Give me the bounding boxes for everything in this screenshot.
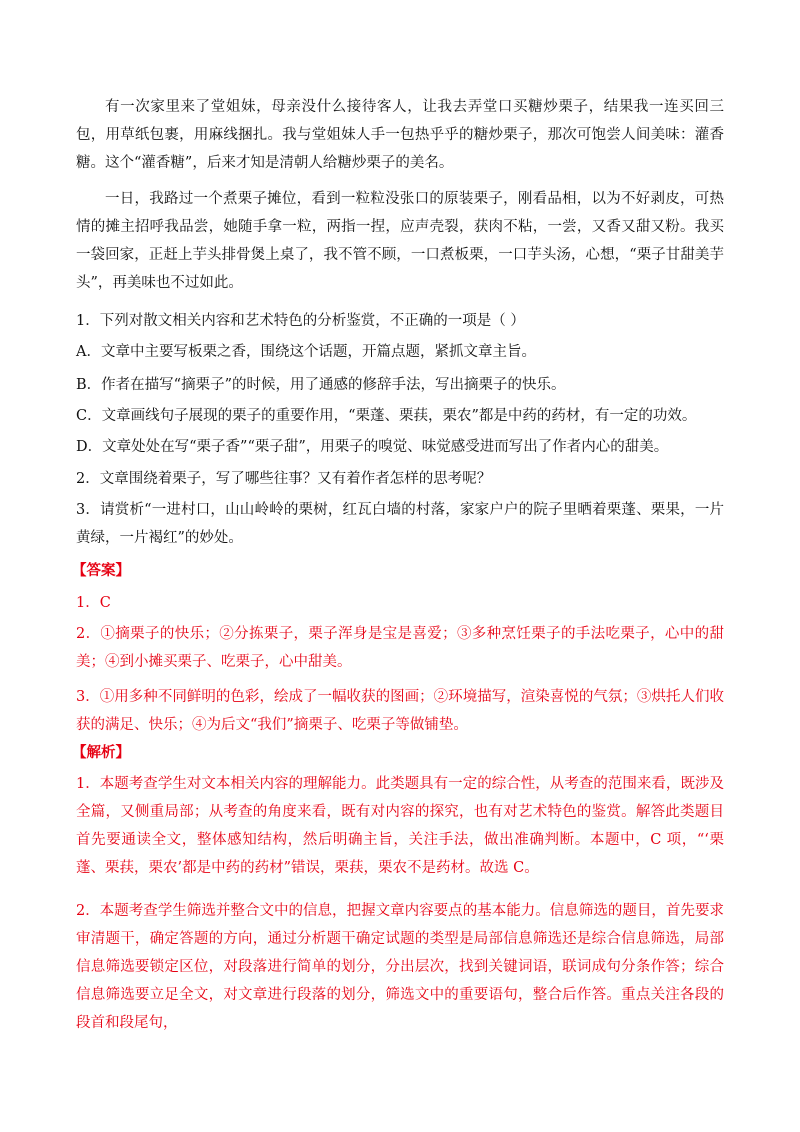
- question-1-option-a: A．文章中主要写板栗之香，围绕这个话题，开篇点题，紧抓文章主旨。: [76, 344, 536, 360]
- passage-paragraph-1: 有一次家里来了堂姐妹，母亲没什么接待客人，让我去弄堂口买糖炒栗子，结果我一连买回三包，用草纸包裹，用麻线捆扎。我与堂姐妹人手一包热乎乎的糖炒栗子，那次可饱尝人间美味：灌香糖。这个“灌香糖”，后来才知是清朝人给糖炒栗子的美名。: [76, 99, 724, 171]
- answer-heading: 【答案】: [72, 562, 130, 579]
- question-1-option-b: B．作者在描写“摘栗子”的时候，用了通感的修辞手法，写出摘栗子的快乐。: [76, 377, 566, 393]
- question-1-option-c: C．文章画线句子展现的栗子的重要作用，“栗蓬、栗荴，栗农”都是中药的药材，有一定的功效。: [76, 408, 697, 424]
- answer-3: 3．①用多种不同鲜明的色彩，绘成了一幅收获的图画；②环境描写，渲染喜悦的气氛；③烘托人们收获的满足、快乐；④为后文“我们”摘栗子、吃栗子等做铺垫。: [76, 689, 724, 733]
- question-2: 2．文章围绕着栗子，写了哪些往事？又有着作者怎样的思考呢？: [76, 471, 492, 487]
- analysis-1: 1．本题考查学生对文本相关内容的理解能力。此类题具有一定的综合性，从考查的范围来看，既涉及全篇，又侧重局部；从考查的角度来看，既有对内容的探究，也有对艺术特色的鉴赏。解答此类题目首先要通读全文，整体感知结构，然后明确主旨，关注手法，做出准确判断。本题中，C 项，“‘栗蓬、栗荴，栗农’都是中药的药材”错误，栗荴，栗农不是药材。故选 C。: [76, 776, 724, 876]
- question-3: 3．请赏析“一进村口，山山岭岭的栗树，红瓦白墙的村落，家家户户的院子里晒着栗蓬、栗果，一片黄绿，一片褐红”的妙处。: [76, 502, 724, 546]
- answer-1: 1．C: [76, 595, 111, 611]
- answer-2: 2．①摘栗子的快乐；②分拣栗子，栗子浑身是宝是喜爱；③多种烹饪栗子的手法吃栗子，心中的甜美；④到小摊买栗子、吃栗子，心中甜美。: [76, 626, 724, 670]
- analysis-2: 2．本题考查学生筛选并整合文中的信息，把握文章内容要点的基本能力。信息筛选的题目，首先要求审清题干，确定答题的方向，通过分析题干确定试题的类型是局部信息筛选还是综合信息筛选，局部信息筛选要锁定区位，对段落进行简单的划分，分出层次，找到关键词语，联词成句分条作答；综合信息筛选要立足全文，对文章进行段落的划分，筛选文中的重要语句，整合后作答。重点关注各段的段首和段尾句，: [76, 903, 724, 1031]
- question-1-option-d: D．文章处处在写“栗子香”“栗子甜”，用栗子的嗅觉、味觉感受进而写出了作者内心的甜美。: [76, 439, 669, 455]
- question-1: 1．下列对散文相关内容和艺术特色的分析鉴赏，不正确的一项是（ ）: [76, 313, 525, 329]
- passage-paragraph-2: 一日，我路过一个煮栗子摊位，看到一粒粒没张口的原装栗子，刚看品相，以为不好剥皮，可热情的摊主招呼我品尝，她随手拿一粒，两指一捏，应声壳裂，获肉不粘，一尝，又香又甜又粉。我买一袋回家，正赶上芋头排骨煲上桌了，我不管不顾，一口煮板栗，一口芋头汤，心想，“栗子甘甜美芋头”，再美味也不过如此。: [76, 191, 724, 291]
- analysis-heading: 【解析】: [72, 744, 130, 761]
